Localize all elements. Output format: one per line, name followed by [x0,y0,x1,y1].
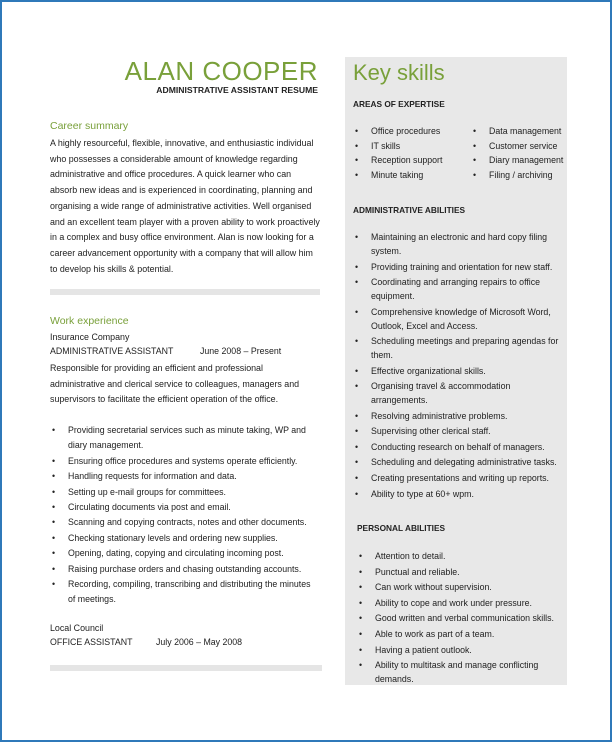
job-company: Insurance Company [50,332,130,342]
list-item: • Providing training and orientation for new staff. [353,261,561,275]
list-item: • Raising purchase orders and chasing outstanding accounts. [50,562,320,577]
job-duties-list [50,423,320,608]
list-item: • Coordinating and arranging repairs to office equipment. [353,276,561,304]
list-item: • Effective organizational skills. [353,365,561,379]
list-item: • Circulating documents via post and email. [50,500,320,515]
list-item: • Ability to type at 60+ wpm. [353,488,561,502]
list-item: • Maintaining an electronic and hard copy filing system. [353,231,561,259]
job-dates: June 2008 – Present [200,346,282,356]
resume-name: ALAN COOPER [124,56,318,86]
list-item: • Handling requests for information and data. [50,469,320,484]
personal-abilities-heading: PERSONAL ABILITIES [357,523,446,533]
section-divider [50,289,320,295]
list-item: • Having a patient outlook. [357,644,562,658]
list-item: • Scanning and copying contracts, notes and other documents. [50,515,320,530]
job2-company: Local Council [50,623,104,633]
list-item: • Reception support [354,153,474,168]
list-item: • Resolving administrative problems. [353,410,561,424]
list-item: • Comprehensive knowledge of Microsoft Word, Outlook, Excel and Access. [353,306,561,334]
work-experience-heading: Work experience [50,315,129,327]
job2-role: OFFICE ASSISTANT [50,637,133,647]
personal-abilities-list [357,550,562,689]
areas-of-expertise-heading: AREAS OF EXPERTISE [353,99,445,109]
list-item: • Attention to detail. [357,550,562,564]
list-item: • Scheduling and delegating administrative tasks. [353,456,561,470]
list-item: • Good written and verbal communication skills. [357,612,562,626]
list-item: • Scheduling meetings and preparing agendas for them. [353,335,561,363]
list-item: • Opening, dating, copying and circulating incoming post. [50,546,320,561]
list-item: • Supervising other clerical staff. [353,425,561,439]
administrative-abilities-heading: ADMINISTRATIVE ABILITIES [353,205,466,215]
list-item: • Data management [472,124,567,139]
list-item: • Ensuring office procedures and systems operate efficiently. [50,454,320,469]
list-item: • Creating presentations and writing up reports. [353,472,561,486]
career-summary-heading: Career summary [50,120,129,132]
list-item: • Ability to multitask and manage conflicting demands. [357,659,562,687]
job-role: ADMINISTRATIVE ASSISTANT [50,346,174,356]
list-item: • Able to work as part of a team. [357,628,562,642]
list-item: • Filing / archiving [472,168,567,183]
section-divider [50,665,322,671]
list-item: • Diary management [472,153,567,168]
list-item: • Organising travel & accommodation arrangements. [353,380,561,408]
list-item: • Office procedures [354,124,474,139]
key-skills-heading: Key skills [353,60,445,85]
list-item: • Recording, compiling, transcribing and distributing the minutes of meetings. [50,577,320,608]
list-item: • Providing secretarial services such as minute taking, WP and diary management. [50,423,320,454]
expertise-list-left [354,124,474,182]
job-description: Responsible for providing an efficient and professional administrative and clerical service to colleagues, managers and supervisors to facilitate the efficient operation of the office. [50,363,300,405]
career-summary-text: A highly resourceful, flexible, innovative, and enthusiastic individual who possesses a considerable amount of knowledge regarding administrative and office procedures. A quick learner who can absorb new ideas and is experienced in coordinating, planning and organising a wide range of administrative activities. Well organised and an excellent team player with a proven ability to work proactively in a complex and busy office environment. Alan is now looking for a career advancement opportunity with a company that will allow him to develop his skills & potential. [50,138,320,274]
list-item: • Can work without supervision. [357,581,562,595]
resume-subtitle: ADMINISTRATIVE ASSISTANT RESUME [156,85,318,95]
list-item: • Minute taking [354,168,474,183]
administrative-abilities-list [353,231,561,503]
list-item: • Punctual and reliable. [357,566,562,580]
expertise-list-right [472,124,567,182]
list-item: • IT skills [354,139,474,154]
list-item: • Customer service [472,139,567,154]
list-item: • Setting up e-mail groups for committees. [50,485,320,500]
list-item: • Checking stationary levels and ordering new supplies. [50,531,320,546]
job2-dates: July 2006 – May 2008 [156,637,243,647]
list-item: • Conducting research on behalf of managers. [353,441,561,455]
list-item: • Ability to cope and work under pressure. [357,597,562,611]
